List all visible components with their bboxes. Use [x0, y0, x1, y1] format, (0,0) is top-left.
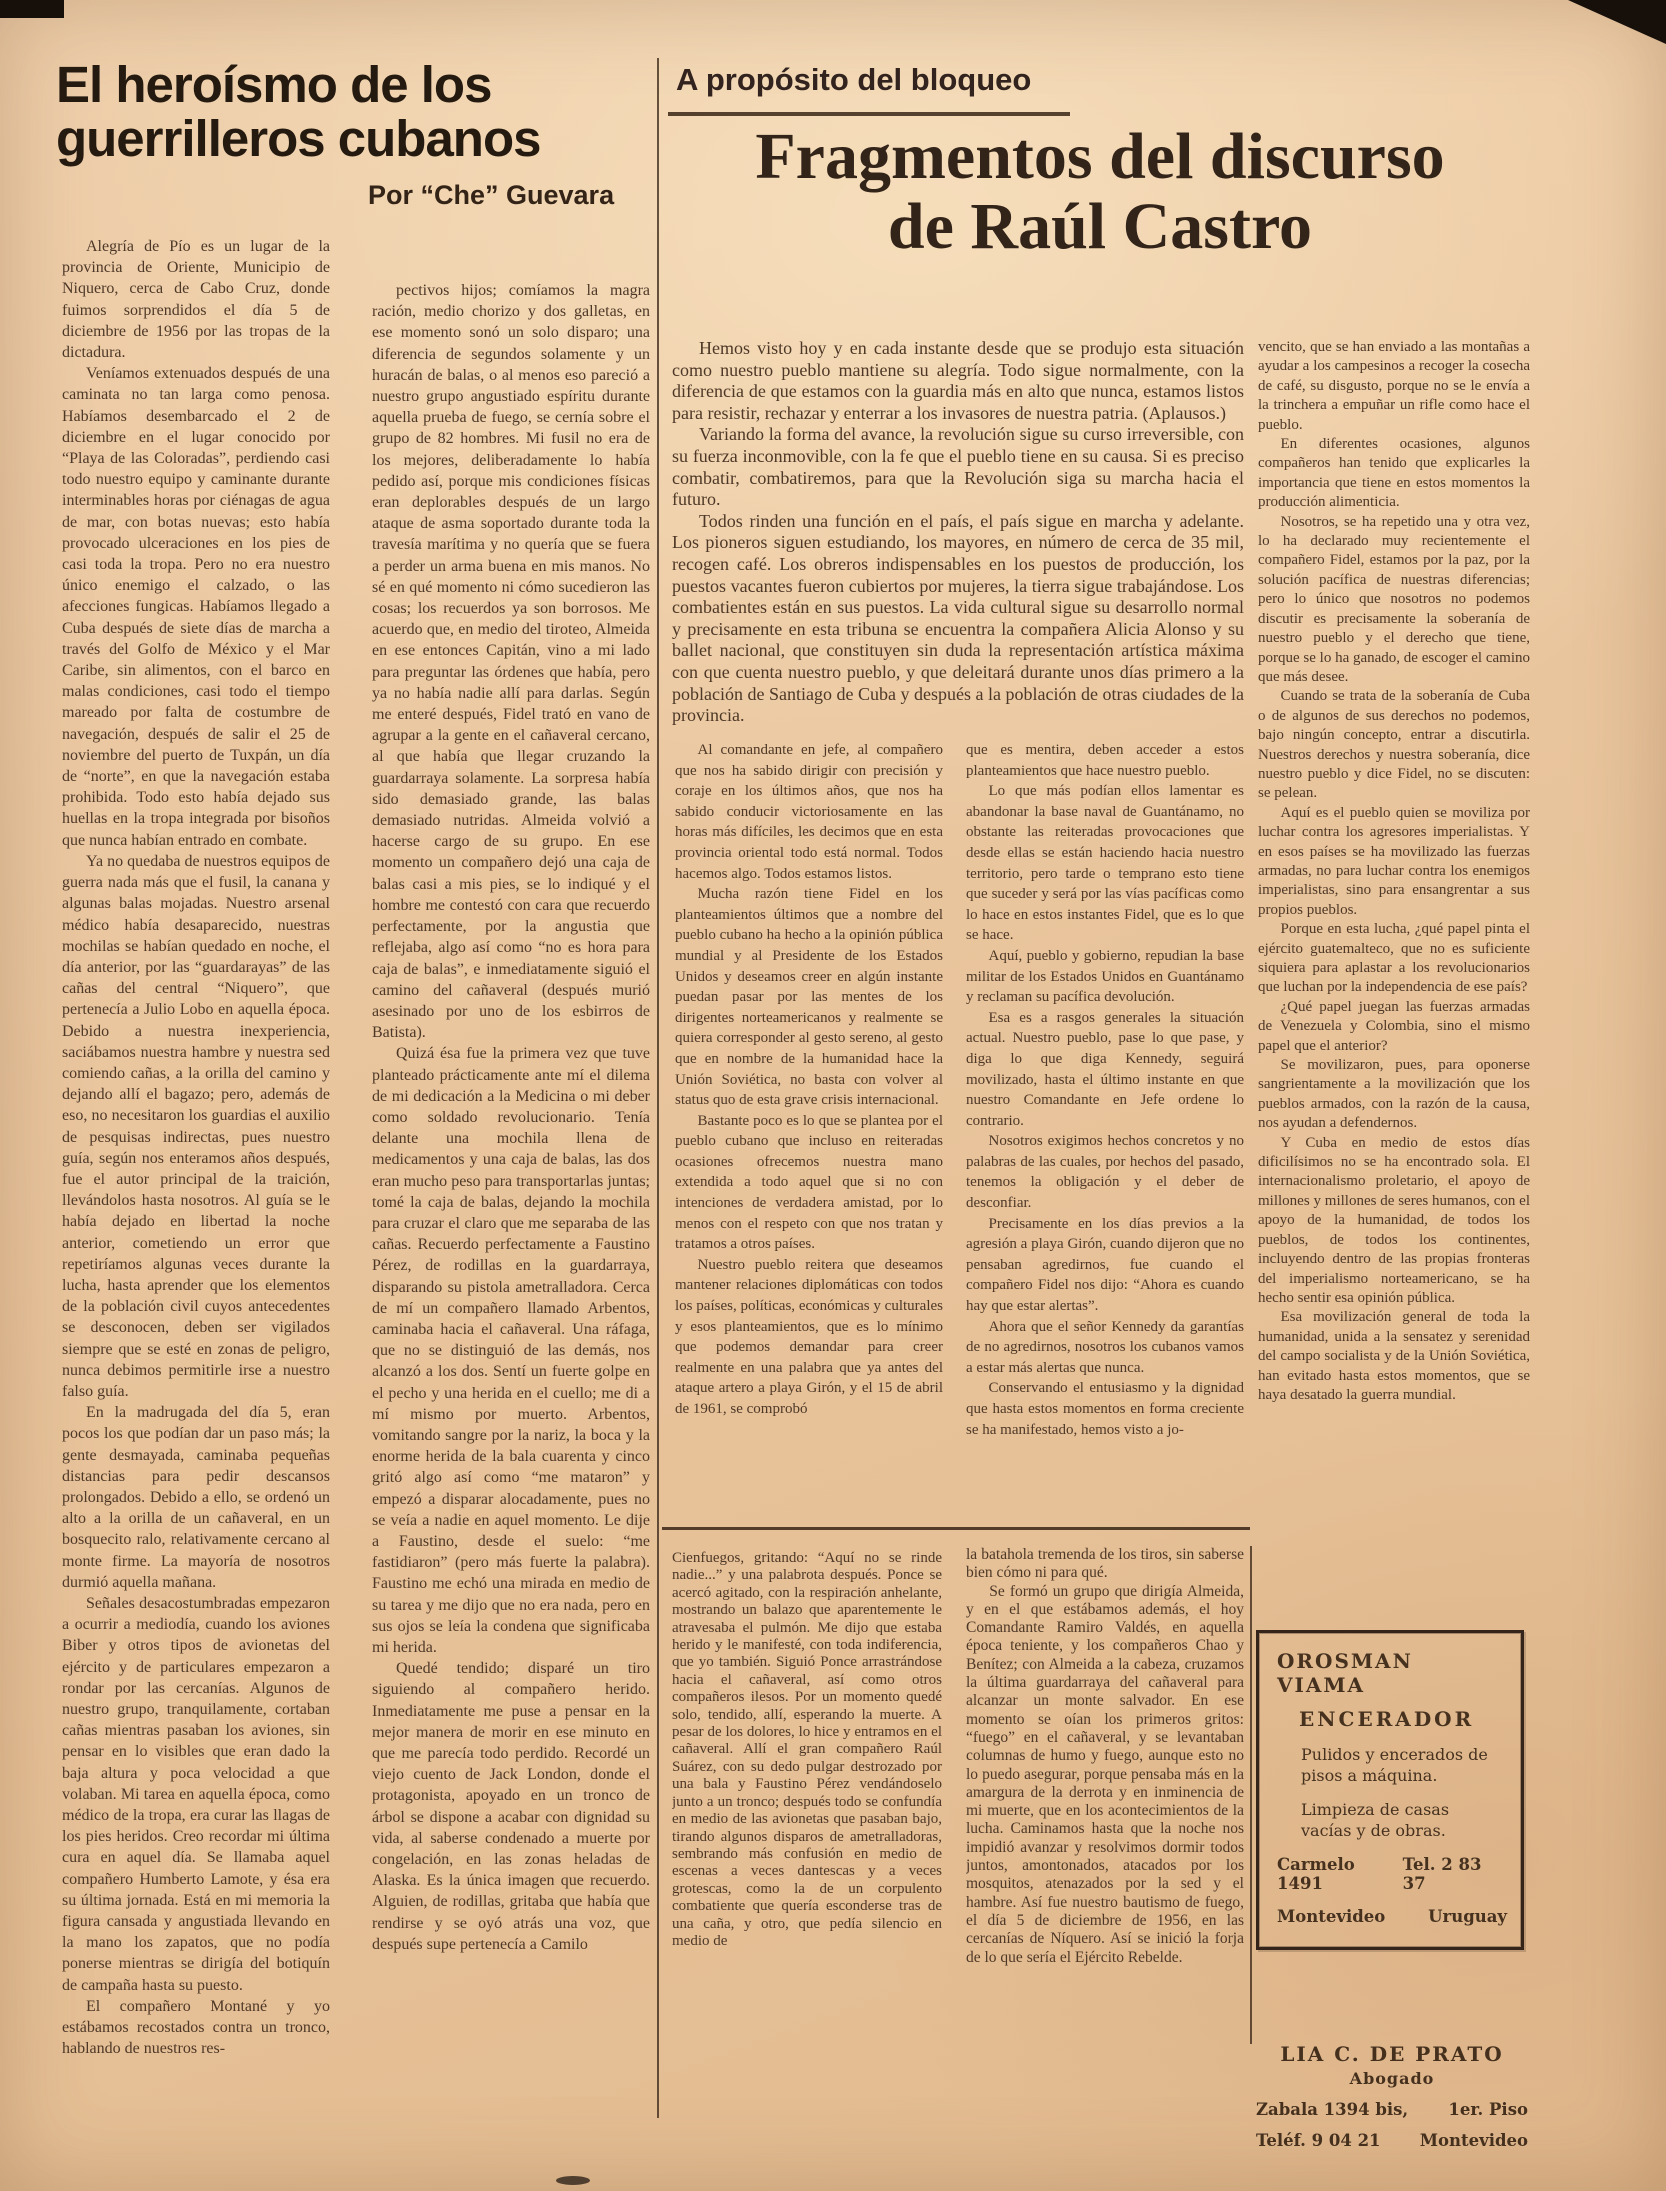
paragraph: Porque en esta lucha, ¿qué papel pinta el ejército guatemalteco, que no es suficiente siquiera para aplastar a los revolucionarios que luchan por la independencia de ese país?: [1258, 921, 1530, 996]
paragraph: Al comandante en jefe, al compañero que nos ha sabido dirigir con precisión y coraje en los últimos años, que nos ha sabido conducir victoriosamente en las horas más difíciles, les decimos que en esta provincia oriental todo está normal. Todos hacemos algo. Todos estamos listos.: [675, 742, 943, 882]
paragraph: Variando la forma del avance, la revolución sigue su curso irreversible, con su fuerza inconmovible, con la fe que el pueblo tiene en su causa. Si es preciso combatir, combatiremos, para que la Revolución siga su marcha hacia el futuro.: [672, 424, 1244, 510]
guevara-column-2: [372, 280, 650, 2140]
paragraph: Precisamente en los días previos a la agresión a playa Girón, cuando dijeron que no pensaban agredirnos, fue cuando el compañero Fidel nos dijo: “Ahora es cuando hay que estar alertas”.: [966, 1215, 1244, 1315]
paragraph: Quizá ésa fue la primera vez que tuve planteado prácticamente ante mí el dilema de mi dedicación a la Medicina o mi deber como soldado revolucionario. Tenía delante una mochila llena de medicamentos y una caja de balas, las dos eran mucho peso para transportarlas juntas; tomé la caja de balas, dejando la mochila para cruzar el claro que me separaba de las cañas. Recuerdo perfectamente a Faustino Pérez, de rodillas en la guardarraya, disparando su pistola ametralladora. Cerca de mí un compañero llamado Arbentos, caminaba hacia el cañaveral. Una ráfaga, que no se distinguió de las demás, nos alcanzó a los dos. Sentí un fuerte golpe en el pecho y una herida en el cuello; me di a mí mismo por muerto. Arbentos, vomitando sangre por la nariz, la boca y la enorme herida de la bala cuarenta y cinco gritó algo así como “me mataron” y empezó a disparar alocadamente, pues no se veía a nadie en aquel momento. Le dije a Faustino, desde el suelo: “me fastidiaron” (pero más fuerte la palabra). Faustino me echó una mirada en medio de su tarea y me dijo que no era nada, pero en sus ojos se leía la condena que significaba mi herida.: [372, 1045, 650, 1656]
paragraph: Se formó un grupo que dirigía Almeida, y en el que estábamos además, el hoy Comandante Ramiro Valdés, en aquella época teniente, y los compañeros Chao y Benítez; con Almeida a la cabeza, cruzamos la última guardarraya del cañaveral para alcanzar un monte salvador. En ese momento se oían los primeros gritos: “fuego” en el cañaveral, y se levantaban columnas de humo y fuego, aunque esto no lo puedo asegurar, porque pensaba más en la amargura de la derrota y en inminencia de mi muerte, que en los acontecimientos de la lucha. Caminamos hasta que la noche nos impidió avanzar y resolvimos dormir todos juntos, amontonados, atacados por los mosquitos, atenazados por la sed y el hambre. Así fue nuestro bautismo de fuego, el día 5 de diciembre de 1956, en las cercanías de Níquero. Así se inició la forja de lo que sería el Ejército Rebelde.: [966, 1582, 1244, 1966]
ad-lawyer-floor: 1er. Piso: [1448, 2100, 1528, 2119]
paragraph: Hemos visto hoy y en cada instante desde que se produjo esta situación como nuestro pueblo mantiene su alegría. Todo sigue normalmente, con la diferencia de que estamos con la guardia más en alto que nunca, estamos listos para resistir, rechazar y enterrar a los invasores de nuestra patria. (Aplausos.): [672, 338, 1244, 423]
ad-waxer-service-1: Pulidos y encerados de pisos a máquina.: [1301, 1745, 1488, 1785]
paragraph: Cuando se trata de la soberanía de Cuba o de algunos de sus derechos no podemos, bajo ningún concepto, entrar a discutirla. Nuestros derechos y nuestra soberanía, dice nuestro pueblo y dice Fidel, no se discuten: se pelean.: [1258, 688, 1530, 802]
paragraph: ¿Qué papel juegan las fuerzas armadas de Venezuela y Colombia, sino el mismo papel que el anterior?: [1258, 998, 1530, 1054]
paragraph: Conservando el entusiasmo y la dignidad que hasta estos momentos en forma creciente se ha manifestado, hemos visto a jo-: [966, 1380, 1244, 1438]
ad-lawyer-name: LIA C. DE PRATO: [1280, 2042, 1504, 2066]
kicker: A propósito del bloqueo: [676, 62, 1032, 97]
paragraph: Lo que más podían ellos lamentar es abandonar la base naval de Guantánamo, no obstante las reiteradas provocaciones que desde ellas se están haciendo hacia nuestro territorio, pero tarde o temprano esto tiene que suceder y será por las vías pacíficas como lo hace en estos instantes Fidel, que es lo que se hace.: [966, 783, 1244, 944]
scan-artifact-smudge: [556, 2176, 590, 2185]
ad-lawyer-phone: Teléf. 9 04 21: [1256, 2131, 1381, 2150]
raul-castro-headline-line2: de Raúl Castro: [887, 190, 1313, 263]
paragraph: Quedé tendido; disparé un tiro siguiendo al compañero herido. Inmediatamente me puse a pensar en la mejor manera de morir en ese minuto en que me parecía todo perdido. Recordé un viejo cuento de Jack London, donde el protagonista, apoyado en un tronco de árbol se dispone a acabar con dignidad su vida, al saberse condenado a muerte por congelación, en las zonas heladas de Alaska. Es la única imagen que recuerdo. Alguien, de rodillas, gritaba que había que rendirse y se oyó atrás una voz, que después supe pertenecía a Camilo: [372, 1660, 650, 1953]
paragraph: Mucha razón tiene Fidel en los planteamientos últimos que a nombre del pueblo cubano ha hecho a la opinión pública mundial y al Presidente de los Estados Unidos y deseamos creer en algún instante puedan pasar por las mentes de los dirigentes norteamericanos y realmente se quiera corresponder al gesto sereno, al gesto que en nombre de la humanidad hace la Unión Soviética, no basta con volver al status quo de esta grave crisis internacional.: [675, 886, 943, 1109]
paragraph: Y Cuba en medio de estos días dificilísimos no se ha encontrado sola. El internacionalismo proletario, el apoyo de millones y millones de seres humanos, con el apoyo de la humanidad, de todos los pueblos, de todos los continentes, incluyendo dentro de las propias fronteras del imperialismo norteamericano, se ha hecho sentir esa opinión pública.: [1258, 1134, 1530, 1306]
scan-artifact-top-left: [0, 0, 64, 18]
paragraph: Aquí es el pueblo quien se moviliza por luchar contra los agresores imperialistas. Y en esos países se ha movilizado las fuerzas armadas, no para luchar contra los enemigos imperialistas, sino para ensangrentar a sus propios pueblos.: [1258, 804, 1530, 918]
ad-waxer-country: Uruguay: [1428, 1907, 1507, 1926]
raul-castro-column-a: [675, 740, 943, 1505]
paragraph: Ahora que el señor Kennedy da garantías de no agredirnos, nosotros los cubanos vamos a estar más alertas que nunca.: [966, 1318, 1244, 1376]
paragraph: Nuestro pueblo reitera que deseamos mantener relaciones diplomáticas con todos los países, políticas, económicas y culturales y esos planteamientos, que es lo mínimo que podemos demandar para creer realmente en una palabra que ya antes del ataque artero a playa Girón, y el 15 de abril de 1961, se comprobó: [675, 1256, 943, 1417]
raul-castro-intro: [672, 338, 1244, 727]
paragraph: Nosotros, se ha repetido una y otra vez, lo ha declarado muy recientemente el compañero Fidel, estamos por la paz, por la solución pacífica de nuestras diferencias; pero lo único que nosotros no podemos discutir es precisamente la soberanía de nuestro pueblo y el derecho que tiene, porque se lo ha ganado, de escoger el camino que más desee.: [1258, 513, 1530, 685]
ad-waxer-service-2: Limpieza de casas vacías y de obras.: [1301, 1800, 1450, 1840]
paragraph: Se movilizaron, pues, para oponerse sangrientamente a la movilización que los pueblos armados, con la razón de la causa, nos ayudan a defendernos.: [1258, 1057, 1530, 1132]
ad-waxer-address: Carmelo 1491: [1277, 1855, 1355, 1893]
paragraph: Cienfuegos, gritando: “Aquí no se rinde nadie...” y una palabrota después. Ponce se acercó agitado, con la respiración anhelante, mostrando un balazo que aparentemente le atravesaba el pulmón. Me dijo que estaba herido y le manifesté, con toda indiferencia, que yo también. Siguió Ponce arrastrándose hacia el cañaveral, así como otros compañeros ilesos. Por un momento quedé solo, tendido, allí, esperando la muerte. A pesar de los dolores, lo hice y entramos en el cañaveral. Allí el gran compañero Raúl Suárez, con su dedo pulgar destrozado por una bala y Faustino Pérez vendándoselo junto a un tronco; después todo se confundía en medio de las avionetas que pasaban bajo, tirando algunos disparos de ametralladoras, sembrando más confusión en medio de escenas a veces dantescas y a veces grotescas, como la de un corpulento combatiente que quería esconderse tras de una caña, y otro, que pedía silencio en medio de: [672, 1550, 942, 1949]
paragraph: Aquí, pueblo y gobierno, repudian la base militar de los Estados Unidos en Guantánamo y reclaman su pacífica devolución.: [966, 947, 1244, 1006]
guevara-headline-line2: guerrilleros cubanos: [56, 110, 541, 167]
paragraph: Veníamos extenuados después de una caminata no tan larga como penosa. Habíamos desembarcado el 2 de diciembre en el lugar conocido por “Playa de las Coloradas”, perdiendo casi todo nuestro equipo y caminante durante interminables horas por ciénagas de agua de mar, con botas nuevas; esto había provocado ulceraciones en los pies de casi toda la tropa. Pero no era nuestro único enemigo el calzado, o las afecciones fungicas. Habíamos llegado a Cuba después de siete días de marcha a través del Golfo de México y el Mar Caribe, sin alimentos, con el barco en malas condiciones, casi todo el tiempo mareado por falta de costumbre de navegación, después de salir el 25 de noviembre del puerto de Tuxpán, un día de “norte”, en que la navegación estaba prohibida. Todo esto había dejado sus huellas en la tropa integrada por bisoños que nunca habían entrado en combate.: [62, 365, 330, 849]
ad-lawyer-city: Montevideo: [1419, 2131, 1528, 2150]
paragraph: Todos rinden una función en el país, el país sigue en marcha y adelante. Los pioneros siguen estudiando, los mayores, en número de cerca de 35 mil, recogen café. Los obreros indispensables en los puestos de producción, los puestos vacantes fueron cubiertos por mujeres, la tierra sigue trabajándose. Los combatientes están en sus puestos. La vida cultural sigue su desarrollo normal y precisamente en esta tribuna se encuentra la compañera Alicia Alonso y su ballet nacional, que constituyen sin duda la representación artística máxima con que cuenta nuestro pueblo, y que deleitará durante unos días primero a la población de Santiago de Cuba y después a la población de otras ciudades de la provincia.: [672, 510, 1244, 726]
paragraph: Bastante poco es lo que se plantea por el pueblo cubano que incluso en reiteradas ocasiones ofrecemos nuestra mano extendida a todo aquel que si no con intenciones de verdadera amistad, por lo menos con el respeto con que nos tratan y tratamos a otros países.: [675, 1112, 943, 1253]
paragraph: que es mentira, deben acceder a estos planteamientos que hace nuestro pueblo.: [966, 742, 1244, 779]
paragraph: vencito, que se han enviado a las montañas a ayudar a los campesinos a recoger la cosecha de café, su disgusto, porque no se le envía a la trinchera a empuñar un rifle como hace el pueblo.: [1258, 339, 1530, 433]
paragraph: la batahola tremenda de los tiros, sin saberse bien cómo ni para qué.: [966, 1546, 1244, 1582]
paragraph: Nosotros exigimos hechos concretos y no palabras de las cuales, por hechos del pasado, tenemos la obligación y el deber de desconfiar.: [966, 1133, 1244, 1212]
ad-waxer-city: Montevideo: [1277, 1907, 1386, 1926]
ad-waxer-phone: Tel. 2 83 37: [1402, 1855, 1482, 1893]
ad-waxer: [1256, 1630, 1524, 1950]
ad-waxer-title: ENCERADOR: [1299, 1707, 1475, 1731]
paragraph: Esa es a rasgos generales la situación actual. Nuestro pueblo, pase lo que pase, y diga lo que diga Kennedy, seguirá movilizado, hasta el último instante en que nuestro Comandante en Jefe ordene lo contrario.: [966, 1009, 1244, 1129]
guevara-headline: [56, 58, 656, 166]
scan-artifact-top-right: [1568, 0, 1666, 44]
paragraph: El compañero Montané y yo estábamos recostados contra un tronco, hablando de nuestros res-: [62, 1997, 330, 2058]
paragraph: En la madrugada del día 5, eran pocos los que podían dar un paso más; la gente desmayada, caminaba pequeñas distancias para pedir descansos prolongados. Debido a ello, se ordenó un alto a la orilla de un cañaveral, en un bosquecito ralo, relativamente cercano al monte firme. La mayoría de nosotros durmió aquella mañana.: [62, 1404, 330, 1591]
raul-castro-headline-line1: Fragmentos del discurso: [755, 120, 1445, 193]
right-column-rule: [1250, 1546, 1252, 2044]
ad-lawyer: [1256, 2042, 1528, 2150]
ad-lawyer-street: Zabala 1394 bis,: [1256, 2100, 1409, 2119]
guevara-headline-line1: El heroísmo de los: [56, 56, 492, 113]
article-divider-rule: [657, 58, 659, 2118]
guevara-continuation-column-a: [672, 1550, 942, 2025]
raul-castro-column-b: [966, 740, 1244, 1524]
paragraph: Ya no quedaba de nuestros equipos de guerra nada más que el fusil, la canana y algunas balas mojadas. Nuestro arsenal médico había desaparecido, nuestras mochilas se habían quedado en noche, el día anterior, por las “guardarayas” de las cañas del central “Niquero”, que pertenecía a Julio Lobo en aquella época. Debido a nuestra inexperiencia, saciábamos nuestra hambre y nuestra sed comiendo cañas, a la orilla del camino y dejando allí el bagazo; pero, además de eso, no necesitaron los guardias el auxilio de pesquisas indirectas, pues nuestro guía, según nos enteramos años después, fue el autor principal de la traición, llevándolos hasta nosotros. Al guía se le había dejado en libertad la noche anterior, cometiendo un error que repetiríamos algunas veces durante la lucha, hasta aprender que los elementos de la población civil cuyos antecedentes se desconocen, deben ser vigilados siempre que se esté en zonas de peligro, nunca debimos permitirle irse a nuestro falso guía.: [62, 852, 330, 1400]
ad-lawyer-title: Abogado: [1349, 2069, 1435, 2088]
ad-waxer-name: OROSMAN VIAMA: [1277, 1649, 1413, 1697]
raul-castro-headline: [660, 122, 1540, 262]
raul-castro-column-c: [1258, 338, 1530, 1462]
kicker-underline-rule: [668, 112, 1070, 116]
paragraph: En diferentes ocasiones, algunos compañeros han tenido que explicarles la importancia que tiene en estos momentos la producción alimenticia.: [1258, 436, 1530, 511]
paragraph: Señales desacostumbradas empezaron a ocurrir a mediodía, cuando los aviones Biber y otros tipos de avionetas del ejército y de particulares empezaron a rondar por las cercanías. Algunos de nuestro grupo, tranquilamente, cortaban cañas mientras pasaban los aviones, sin pensar en lo visibles que eran dado la baja altura y poca velocidad a que volaban. Mi tarea en aquella época, como médico de la tropa, era curar las llagas de los pies heridos. Creo recordar mi última cura en aquel día. Se llamaba aquel compañero Humberto Lamote, y ésa era su última jornada. Está en mi memoria la figura cansada y angustiada llevando en la mano los zapatos, que no podía ponerse mientras se dirigía del botiquín de campaña hasta su puesto.: [62, 1595, 330, 1994]
paragraph: Alegría de Pío es un lugar de la provincia de Oriente, Municipio de Niquero, cerca de Cabo Cruz, donde fuimos sorprendidos el día 5 de diciembre de 1956 por las tropas de la dictadura.: [62, 238, 330, 362]
guevara-byline: Por “Che” Guevara: [368, 180, 615, 210]
guevara-continuation-column-b: [966, 1546, 1244, 2126]
paragraph: pectivos hijos; comíamos la magra ración, medio chorizo y dos galletas, en ese momento sonó un solo disparo; una diferencia de segundos solamente y un huracán de balas, o al menos eso pareció a nuestro grupo angustiado espíritu durante aquella prueba de fuego, se cernía sobre el grupo de 82 hombres. Mi fusil no era de los mejores, deliberadamente lo había pedido así, porque mis condiciones físicas eran deplorables después de un largo ataque de asma soportado durante toda la travesía marítima y no quería que se fuera a perder un arma buena en mis manos. No sé en qué momento ni cómo sucedieron las cosas; los recuerdos ya son borrosos. Me acuerdo que, en medio del tiroteo, Almeida en ese entonces Capitán, vino a mi lado para preguntar las órdenes que había, pero ya no había nadie allí para darlas. Según me enteré después, Fidel trató en vano de agrupar a la gente en el cañaveral cercano, al que había que llegar cruzando la guardarraya solamente. La sorpresa había sido demasiado grande, las balas demasiado nutridas. Almeida volvió a hacerse cargo de su grupo. En ese momento un compañero dejó una caja de balas casi a mis pies, se lo indiqué y el hombre me contestó con cara que recuerdo perfectamente, por la angustia que reflejaba, algo así como “no es hora para caja de balas”, e inmediatamente siguió el camino del cañaveral (después murió asesinado por uno de los esbirros de Batista).: [372, 282, 650, 1042]
section-divider-rule: [662, 1527, 1250, 1530]
paragraph: Esa movilización general de toda la humanidad, unida a la sensatez y serenidad del campo socialista y de la Unión Soviética, han evitado hasta estos momentos, que se haya desatado la guerra mundial.: [1258, 1309, 1530, 1403]
guevara-column-1: [62, 236, 330, 2141]
